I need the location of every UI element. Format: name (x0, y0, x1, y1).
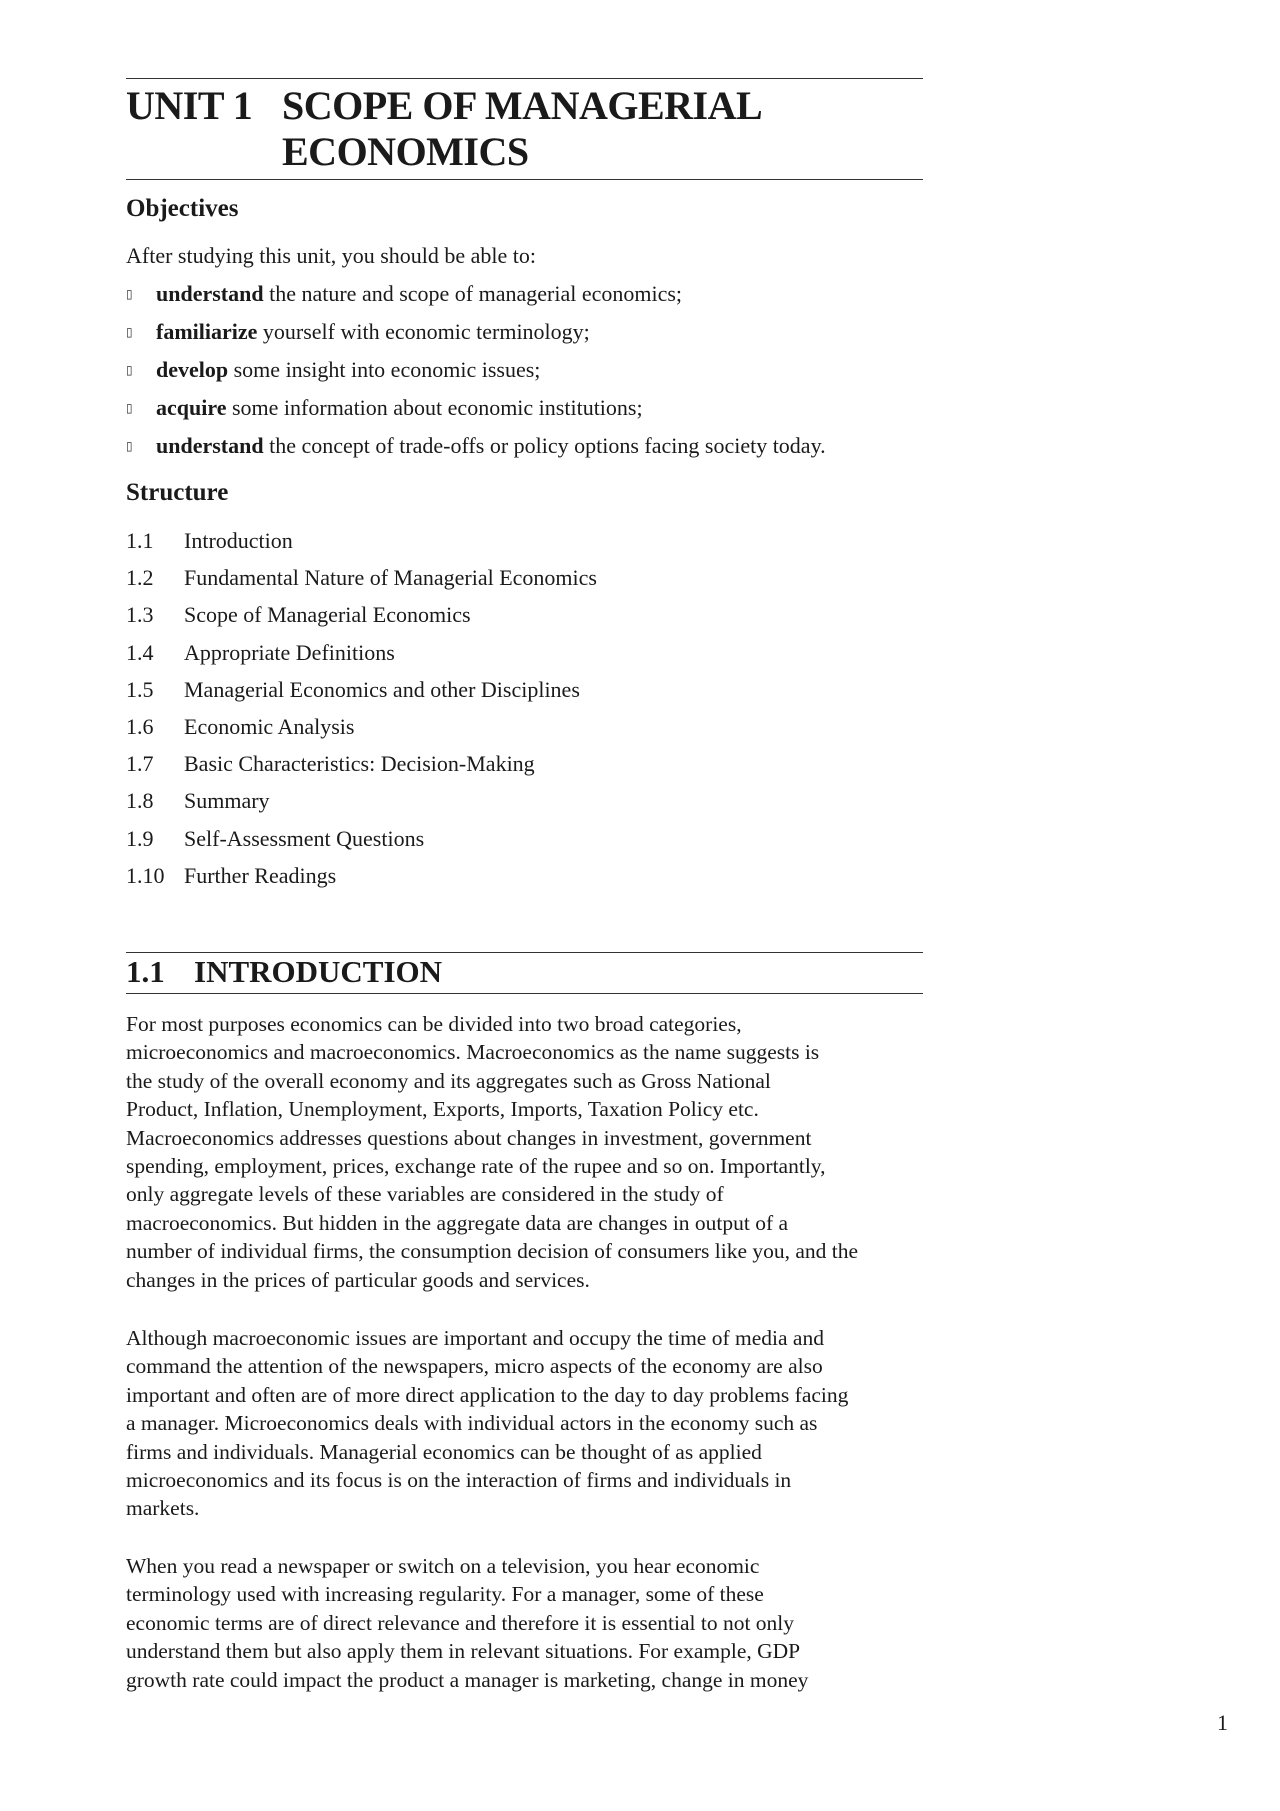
structure-item-number: 1.3 (126, 602, 154, 628)
intro-bottom-rule (126, 993, 923, 994)
paragraph-line: a manager. Microeconomics deals with individual actors in the economy such as (126, 1411, 818, 1436)
objective-item (126, 280, 826, 318)
objective-item (126, 356, 826, 394)
paragraph-line: Although macroeconomic issues are important and occupy the time of media and (126, 1326, 824, 1350)
structure-item-number: 1.2 (126, 565, 154, 591)
structure-item (126, 677, 597, 714)
bullet-icon: ▯ (126, 401, 133, 415)
structure-item-number: 1.6 (126, 713, 154, 739)
structure-item (126, 714, 597, 751)
bottom-rule (126, 179, 923, 180)
paragraph-line: When you read a newspaper or switch on a television, you hear economic (126, 1554, 760, 1578)
paragraph-line: markets. (126, 1496, 200, 1521)
structure-item-label: Basic Characteristics: Decision-Making (184, 751, 535, 777)
top-rule (126, 78, 923, 79)
paragraph-line: spending, employment, prices, exchange rate of the rupee and so on. Importantly, (126, 1154, 826, 1179)
objective-verb: acquire (156, 395, 227, 420)
bullet-icon: ▯ (126, 439, 133, 453)
structure-item-number: 1.10 (126, 862, 165, 888)
structure-item (126, 863, 597, 900)
structure-item (126, 528, 597, 565)
introduction-title: INTRODUCTION (194, 954, 443, 989)
bullet-icon: ▯ (126, 287, 133, 301)
unit-heading-block (126, 78, 923, 180)
objective-item (126, 432, 826, 470)
paragraph-3 (126, 1552, 926, 1694)
structure-item-number: 1.4 (126, 639, 154, 665)
paragraph-line: macroeconomics. But hidden in the aggregate data are changes in output of a (126, 1210, 789, 1235)
objective-verb: develop (156, 357, 229, 382)
structure-item (126, 826, 597, 863)
objectives-list (126, 280, 826, 470)
paragraph-line: microeconomics and macroeconomics. Macroeconomics as the name suggests is (126, 1040, 820, 1065)
objective-rest: the nature and scope of managerial economics; (263, 281, 683, 306)
structure-item-number: 1.1 (126, 528, 154, 553)
structure-heading: Structure (126, 479, 229, 506)
unit-title-text (282, 83, 842, 175)
objective-verb: understand (156, 433, 264, 458)
bullet-icon: ▯ (126, 325, 133, 339)
paragraph-1 (126, 1010, 926, 1294)
structure-item-label: Fundamental Nature of Managerial Economics (184, 565, 597, 591)
objective-text (156, 356, 540, 394)
structure-item-label: Managerial Economics and other Disciplines (184, 676, 580, 702)
objective-text (156, 394, 643, 432)
paragraph-line: understand them but also apply them in relevant situations. For example, GDP (126, 1639, 801, 1664)
paragraph-line: microeconomics and its focus is on the interaction of firms and individuals in (126, 1468, 792, 1493)
objective-text (156, 280, 682, 318)
unit-title (126, 83, 923, 175)
structure-item-label: Introduction (184, 528, 293, 553)
paragraph-line: command the attention of the newspapers, micro aspects of the economy are also (126, 1354, 823, 1379)
paragraph-line: Product, Inflation, Unemployment, Exports, Imports, Taxation Policy etc. (126, 1097, 759, 1122)
paragraph-line: terminology used with increasing regularity. For a manager, some of these (126, 1582, 764, 1607)
structure-item-label: Further Readings (184, 862, 337, 888)
paragraph-line: firms and individuals. Managerial economics can be thought of as applied (126, 1439, 762, 1464)
structure-item-number: 1.5 (126, 676, 154, 702)
structure-item-label: Summary (184, 788, 270, 814)
paragraph-line: growth rate could impact the product a manager is marketing, change in money (126, 1667, 809, 1692)
objective-verb: familiarize (156, 319, 258, 344)
structure-item (126, 565, 597, 602)
structure-item-label: Self-Assessment Questions (184, 825, 425, 851)
paragraph-line: changes in the prices of particular goods and services. (126, 1267, 590, 1292)
unit-title-line1: SCOPE OF MANAGERIAL (282, 83, 763, 128)
paragraph-line: the study of the overall economy and its aggregates such as Gross National (126, 1068, 771, 1093)
structure-list (126, 528, 597, 900)
page-number: 1 (1217, 1710, 1228, 1735)
structure-item-number: 1.9 (126, 825, 154, 851)
structure-item (126, 602, 597, 639)
unit-title-line2: ECONOMICS (282, 129, 529, 174)
introduction-number: 1.1 (126, 954, 165, 989)
paragraph-2 (126, 1324, 926, 1523)
objective-rest: some insight into economic issues; (228, 357, 541, 382)
objective-rest: yourself with economic terminology; (257, 319, 590, 344)
unit-number: UNIT 1 (126, 83, 253, 128)
objectives-heading: Objectives (126, 195, 239, 222)
structure-item-label: Appropriate Definitions (184, 639, 395, 665)
bullet-icon: ▯ (126, 363, 133, 377)
structure-item (126, 751, 597, 788)
structure-item-number: 1.8 (126, 788, 154, 814)
structure-item-label: Economic Analysis (184, 713, 355, 739)
objective-rest: the concept of trade-offs or policy options facing society today. (263, 433, 826, 458)
introduction-heading (126, 953, 923, 993)
structure-item (126, 788, 597, 825)
paragraph-line: important and often are of more direct application to the day to day problems facing (126, 1382, 849, 1407)
objective-verb: understand (156, 281, 264, 306)
paragraph-line: only aggregate levels of these variables are considered in the study of (126, 1182, 724, 1207)
structure-item (126, 640, 597, 677)
structure-item-number: 1.7 (126, 751, 154, 777)
paragraph-line: number of individual firms, the consumption decision of consumers like you, and the (126, 1239, 859, 1264)
objective-rest: some information about economic institutions; (226, 395, 643, 420)
objective-item (126, 318, 826, 356)
paragraph-line: Macroeconomics addresses questions about changes in investment, government (126, 1125, 812, 1150)
structure-item-label: Scope of Managerial Economics (184, 602, 471, 628)
objective-text (156, 318, 590, 356)
paragraph-line: economic terms are of direct relevance and therefore it is essential to not only (126, 1610, 795, 1635)
objective-item (126, 394, 826, 432)
objectives-intro: After studying this unit, you should be able to: (126, 243, 537, 268)
paragraph-line: For most purposes economics can be divided into two broad categories, (126, 1012, 742, 1036)
objective-text (156, 432, 826, 470)
introduction-heading-block (126, 952, 923, 994)
